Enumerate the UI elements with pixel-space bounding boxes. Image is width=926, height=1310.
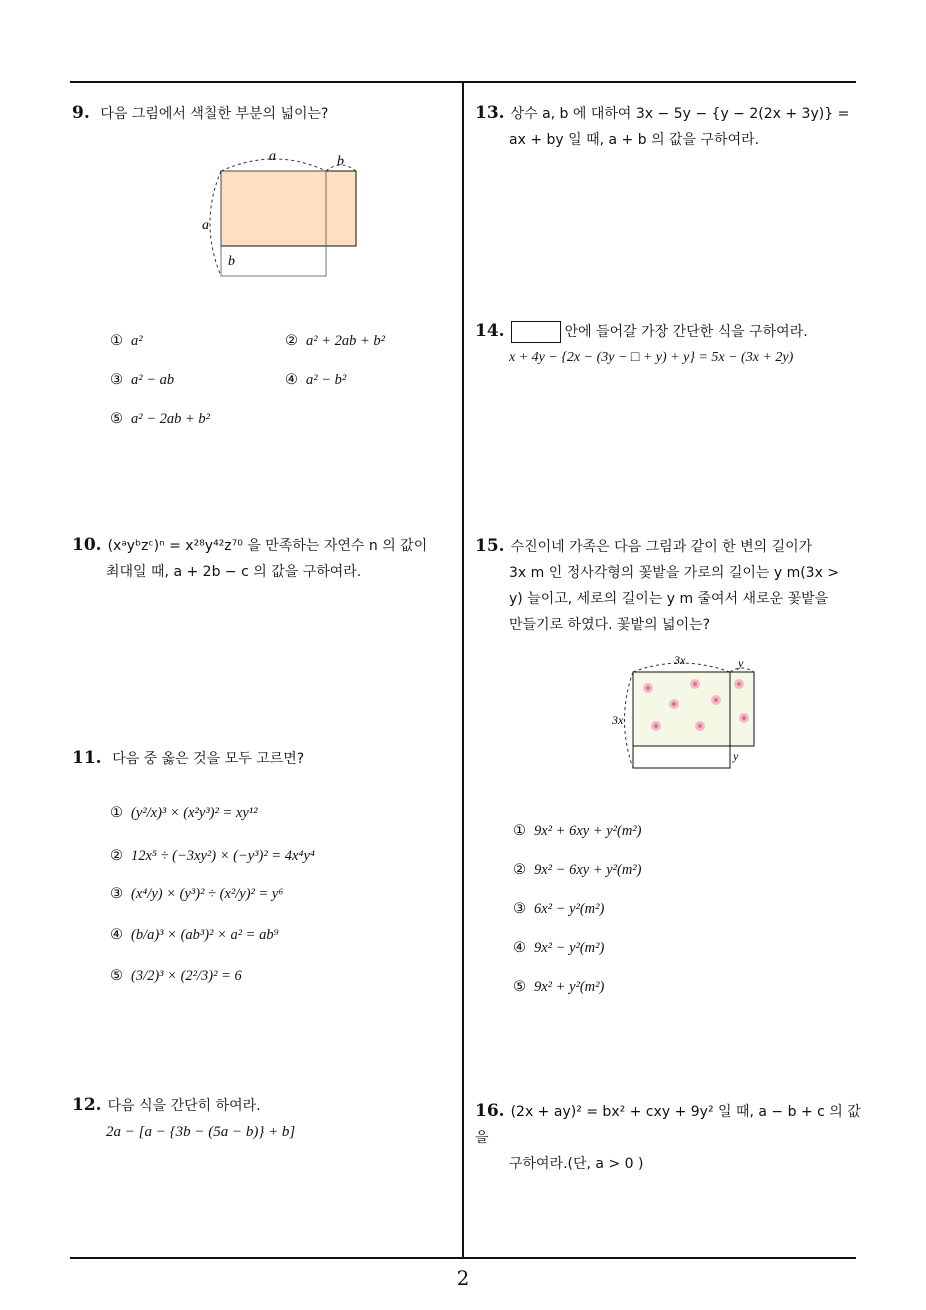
question-10 bbox=[72, 532, 457, 585]
shaded-region bbox=[221, 171, 356, 246]
question-14 bbox=[475, 318, 860, 371]
choice-expr: (x⁴/y) × (y³)² ÷ (x²/y)² = y⁶ bbox=[131, 886, 284, 902]
q15-choice-3[interactable] bbox=[513, 901, 604, 918]
removed-strip bbox=[633, 746, 730, 768]
question-number: 13. bbox=[475, 103, 505, 123]
question-line-1: (xᵃyᵇzᶜ)ⁿ = x²⁸y⁴²z⁷⁰ 을 만족하는 자연수 n 의 값이 bbox=[107, 538, 428, 554]
q9-figure bbox=[195, 145, 365, 285]
question-expression: 2a − [a − {3b − (5a − b)} + b] bbox=[106, 1124, 296, 1140]
choice-mark: ④ bbox=[513, 940, 526, 956]
page-number: 2 bbox=[456, 1266, 470, 1290]
choice-mark: ② bbox=[285, 333, 298, 349]
question-number: 11. bbox=[72, 748, 102, 768]
q15-choice-1[interactable] bbox=[513, 823, 641, 840]
choice-mark: ④ bbox=[110, 927, 123, 943]
choice-expr: (3/2)³ × (2²/3)² = 6 bbox=[131, 968, 242, 984]
question-expression: x + 4y − {2x − (3y − □ + y) + y} = 5x − (3x + 2y) bbox=[509, 350, 794, 365]
choice-expr: a² − ab bbox=[131, 372, 175, 388]
question-line-2: 3x m 인 정사각형의 꽃밭을 가로의 길이는 y m(3x > bbox=[509, 565, 840, 581]
choice-expr: 9x² + 6xy + y²(m²) bbox=[534, 823, 642, 839]
q15-figure bbox=[608, 652, 768, 774]
question-line-2: 최대일 때, a + 2b − c 의 값을 구하여라. bbox=[106, 564, 362, 580]
question-text: 다음 식을 간단히 하여라. bbox=[107, 1098, 261, 1114]
label-y-right: y bbox=[733, 749, 739, 763]
question-number: 15. bbox=[475, 536, 505, 556]
column-divider bbox=[462, 82, 464, 1259]
choice-expr: 9x² + y²(m²) bbox=[534, 979, 605, 995]
question-number: 14. bbox=[475, 321, 505, 341]
question-text: 다음 그림에서 색칠한 부분의 넓이는? bbox=[100, 106, 329, 122]
question-number: 12. bbox=[72, 1095, 102, 1115]
choice-expr: (b/a)³ × (ab³)² × a² = ab⁹ bbox=[131, 927, 279, 943]
q15-choice-5[interactable] bbox=[513, 979, 604, 996]
q11-choice-1[interactable] bbox=[110, 805, 257, 822]
label-3x-left: 3x bbox=[612, 713, 624, 727]
choice-expr: 9x² − 6xy + y²(m²) bbox=[534, 862, 642, 878]
choice-mark: ⑤ bbox=[110, 411, 123, 427]
question-line-2: 구하여라.(단, a > 0 ) bbox=[509, 1156, 644, 1172]
q15-choice-2[interactable] bbox=[513, 862, 641, 879]
choice-mark: ⑤ bbox=[110, 968, 123, 984]
question-12 bbox=[72, 1092, 295, 1145]
choice-mark: ① bbox=[110, 333, 123, 349]
label-3x-top: 3x bbox=[674, 653, 686, 667]
brace-a-left bbox=[210, 171, 221, 276]
question-line-4: 만들기로 하였다. 꽃밭의 넓이는? bbox=[509, 617, 711, 633]
choice-mark: ③ bbox=[110, 886, 123, 902]
q9-choice-4[interactable] bbox=[285, 372, 346, 389]
choice-expr: 6x² − y²(m²) bbox=[534, 901, 605, 917]
q9-choice-1[interactable] bbox=[110, 333, 143, 350]
choice-mark: ④ bbox=[285, 372, 298, 388]
question-number: 10. bbox=[72, 535, 102, 555]
q11-choice-3[interactable] bbox=[110, 886, 283, 903]
answer-blank-box[interactable] bbox=[511, 321, 561, 343]
choice-expr: (y²/x)³ × (x²y³)² = xy¹² bbox=[131, 805, 258, 821]
question-11 bbox=[72, 745, 304, 772]
choice-mark: ① bbox=[110, 805, 123, 821]
question-number: 16. bbox=[475, 1101, 505, 1121]
q15-choice-4[interactable] bbox=[513, 940, 604, 957]
label-a-left: a bbox=[202, 218, 209, 233]
question-number: 9. bbox=[72, 103, 90, 123]
choice-mark: ③ bbox=[110, 372, 123, 388]
label-y-top: y bbox=[738, 656, 744, 670]
q11-choice-2[interactable] bbox=[110, 848, 315, 865]
choice-expr: a² − 2ab + b² bbox=[131, 411, 211, 427]
question-9 bbox=[72, 100, 328, 127]
label-b-inner: b bbox=[228, 254, 235, 269]
question-line-1: 상수 a, b 에 대하여 3x − 5y − {y − 2(2x + 3y)} = bbox=[510, 106, 850, 122]
choice-expr: 9x² − y²(m²) bbox=[534, 940, 605, 956]
choice-expr: 12x⁵ ÷ (−3xy²) × (−y³)² = 4x⁴y⁴ bbox=[131, 848, 315, 864]
choice-mark: ③ bbox=[513, 901, 526, 917]
question-text: 다음 중 옳은 것을 모두 고르면? bbox=[112, 751, 305, 767]
q11-choice-5[interactable] bbox=[110, 968, 242, 985]
question-15 bbox=[475, 533, 865, 638]
q9-choice-3[interactable] bbox=[110, 372, 174, 389]
q11-choice-4[interactable] bbox=[110, 927, 279, 944]
question-line-2: ax + by 일 때, a + b 의 값을 구하여라. bbox=[509, 132, 760, 148]
label-b-top: b bbox=[337, 154, 344, 169]
choice-expr: a² + 2ab + b² bbox=[306, 333, 386, 349]
question-line-3: y) 늘이고, 세로의 길이는 y m 줄여서 새로운 꽃밭을 bbox=[509, 591, 829, 607]
label-a-top: a bbox=[269, 149, 276, 164]
question-13 bbox=[475, 100, 860, 153]
choice-mark: ① bbox=[513, 823, 526, 839]
question-line-1: (2x + ay)² = bx² + cxy + 9y² 일 때, a − b + c 의 값을 bbox=[475, 1104, 861, 1146]
choice-expr: a² − b² bbox=[306, 372, 347, 388]
q9-choice-2[interactable] bbox=[285, 333, 385, 350]
question-text: 안에 들어갈 가장 간단한 식을 구하여라. bbox=[564, 324, 808, 340]
question-16 bbox=[475, 1098, 865, 1177]
brace-3x-left bbox=[625, 672, 634, 768]
choice-mark: ② bbox=[513, 862, 526, 878]
choice-mark: ② bbox=[110, 848, 123, 864]
choice-expr: a² bbox=[131, 333, 143, 349]
bottom-rule bbox=[70, 1257, 856, 1259]
question-line-1: 수진이네 가족은 다음 그림과 같이 한 변의 길이가 bbox=[510, 539, 813, 555]
choice-mark: ⑤ bbox=[513, 979, 526, 995]
q9-choice-5[interactable] bbox=[110, 411, 210, 428]
